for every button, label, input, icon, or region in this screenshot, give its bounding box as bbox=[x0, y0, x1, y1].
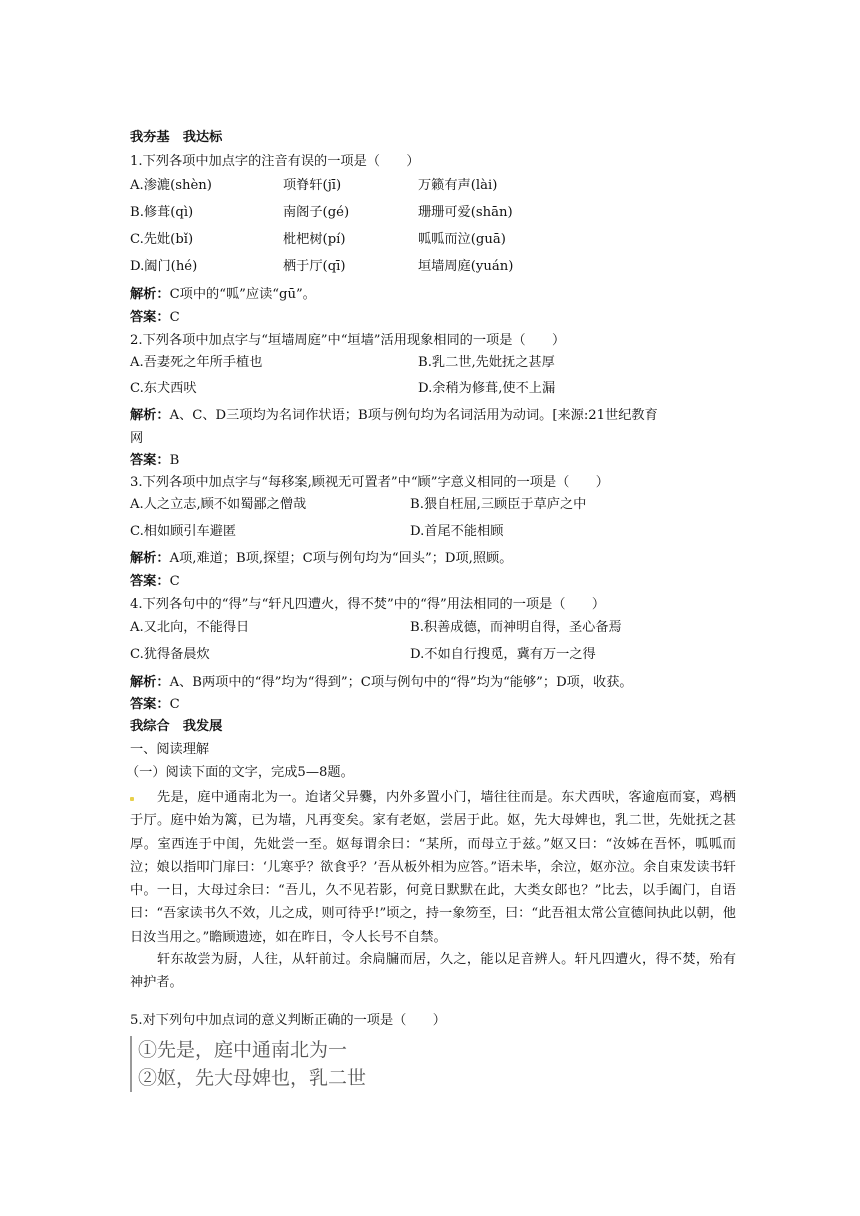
q5-scanned-items bbox=[130, 1036, 366, 1092]
q1-answer bbox=[130, 309, 180, 327]
q5-item: ②妪，先大母婢也，乳二世 bbox=[138, 1067, 367, 1089]
q1-option: 呱呱而泣(guā) bbox=[418, 232, 506, 247]
q2-option: A.吾妻死之年所手植也 bbox=[130, 355, 263, 370]
answer-label: 答案： bbox=[130, 310, 170, 325]
q1-option: C.先妣(bǐ) bbox=[130, 232, 194, 247]
q1-option: 南阁子(gé) bbox=[283, 205, 350, 220]
q1-option: 枇杷树(pí) bbox=[283, 232, 346, 247]
q1-option: 万籁有声(lài) bbox=[418, 178, 498, 193]
answer-text: B bbox=[169, 453, 180, 468]
q4-analysis bbox=[130, 674, 633, 692]
reading-passage-p1: 先是，庭中通南北为一。迨诸父异爨，内外多置小门，墙往往而是。东犬西吠，客逾庖而宴，鸡栖于厅。庭中始为篱，已为墙，凡再变矣。家有老妪，尝居于此。妪，先大母婢也，乳二世，先妣抚之甚厚。室西连于中闺，先妣尝一至。妪每谓余曰：“某所，而母立于兹。”妪又曰：“汝姊在吾怀，呱呱而泣；娘以指叩门扉曰：‘儿寒乎？欲食乎？’吾从板外相为应答。”语未毕，余泣，妪亦泣。余自束发读书轩中。一日，大母过余曰：“吾儿，久不见若影，何竟日默默在此，大类女郎也？”比去，以手阖门，自语曰：“吾家读书久不效，儿之成，则可待乎!”顷之，持一象笏至，曰：“此吾祖太常公宣德间执此以朝，他日汝当用之。”瞻顾遗迹，如在昨日，令人长号不自禁。 bbox=[130, 790, 736, 945]
q3-analysis bbox=[130, 550, 512, 568]
answer-text: C bbox=[169, 697, 180, 712]
analysis-label: 解析： bbox=[130, 287, 170, 302]
analysis-label: 解析： bbox=[130, 675, 170, 690]
q2-answer bbox=[130, 452, 179, 470]
q1-stem: 1.下列各项中加点字的注音有误的一项是（ ） bbox=[130, 154, 420, 169]
q2-option: C.东犬西吠 bbox=[130, 381, 197, 396]
q2-analysis bbox=[130, 407, 658, 425]
analysis-label: 解析： bbox=[130, 408, 170, 423]
analysis-text: A、C、D三项均为名词作状语；B项与例句均为名词活用为动词。[来源:21世纪教育 bbox=[169, 408, 658, 423]
q1-option: B.修葺(qì) bbox=[130, 205, 194, 220]
q3-stem: 3.下列各项中加点字与“每移案,顾视无可置者”中“顾”字意义相同的一项是（ ） bbox=[130, 475, 609, 490]
q4-stem: 4.下列各句中的“得”与“轩凡四遭火，得不焚”中的“得”用法相同的一项是（ ） bbox=[130, 597, 606, 612]
answer-label: 答案： bbox=[130, 574, 170, 589]
answer-label: 答案： bbox=[130, 697, 170, 712]
q5-stem: 5.对下列句中加点词的意义判断正确的一项是（ ） bbox=[130, 1013, 446, 1028]
q4-option: A.又北向，不能得日 bbox=[130, 620, 250, 635]
q3-answer bbox=[130, 573, 180, 591]
q4-option: B.积善成德，而神明自得，圣心备焉 bbox=[410, 620, 622, 635]
reading-part-title: 一、阅读理解 bbox=[130, 742, 210, 757]
q3-option: A.人之立志,顾不如蜀鄙之僧哉 bbox=[130, 497, 307, 512]
q2-option: B.乳二世,先妣抚之甚厚 bbox=[418, 355, 555, 370]
q3-option: D.首尾不能相顾 bbox=[410, 524, 504, 539]
q2-stem: 2.下列各项中加点字与“垣墙周庭”中“垣墙”活用现象相同的一项是（ ） bbox=[130, 333, 566, 348]
answer-label: 答案： bbox=[130, 453, 170, 468]
q1-option: 垣墙周庭(yuán) bbox=[418, 259, 514, 274]
q4-option: C.犹得备晨炊 bbox=[130, 647, 210, 662]
q1-option: 栖于厅(qī) bbox=[283, 259, 346, 274]
analysis-text: C项中的“呱”应读“gū”。 bbox=[169, 287, 316, 302]
q3-option: C.相如顾引车避匿 bbox=[130, 524, 237, 539]
answer-text: C bbox=[169, 310, 180, 325]
answer-text: C bbox=[169, 574, 180, 589]
section-heading-advanced: 我综合 我发展 bbox=[130, 719, 223, 734]
q3-option: B.猥自枉屈,三顾臣于草庐之中 bbox=[410, 497, 587, 512]
analysis-text: A、B两项中的“得”均为“得到”；C项与例句中的“得”均为“能够”；D项，收获。 bbox=[169, 675, 633, 690]
q1-analysis bbox=[130, 286, 316, 304]
reading-passage-p2: 轩东故尝为厨，人往，从轩前过。余扃牖而居，久之，能以足音辨人。轩凡四遭火，得不焚，殆有神护者。 bbox=[130, 952, 736, 991]
q1-option: 珊珊可爱(shān) bbox=[418, 205, 513, 220]
q2-option: D.余稍为修葺,使不上漏 bbox=[418, 381, 556, 396]
q1-option: D.阖门(hé) bbox=[130, 259, 198, 274]
q4-answer bbox=[130, 696, 180, 714]
analysis-label: 解析： bbox=[130, 551, 170, 566]
section-heading-basic: 我夯基 我达标 bbox=[130, 130, 223, 145]
analysis-text: A项,难道；B项,探望；C项与例句均为“回头”；D项,照顾。 bbox=[169, 551, 513, 566]
q5-item: ①先是，庭中通南北为一 bbox=[138, 1039, 348, 1061]
q4-option: D.不如自行搜觅，冀有万一之得 bbox=[410, 647, 596, 662]
q2-analysis-cont: 网 bbox=[130, 431, 144, 446]
q1-option: A.渗漉(shèn) bbox=[130, 178, 212, 193]
q1-option: 项脊轩(jī) bbox=[283, 178, 342, 193]
reading-instruction: （一）阅读下面的文字，完成5—8题。 bbox=[126, 765, 354, 780]
